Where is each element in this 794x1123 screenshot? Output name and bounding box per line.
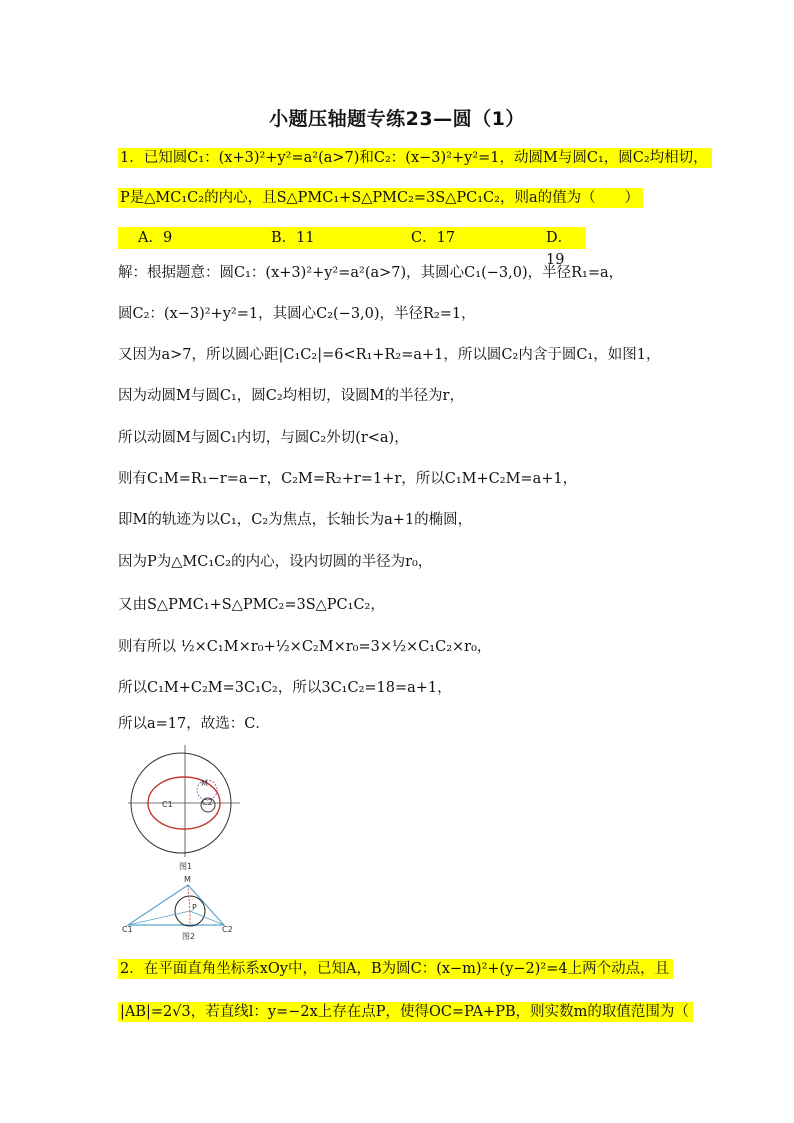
- figure-2-label-p: P: [192, 903, 197, 912]
- question-1-options: [118, 227, 586, 268]
- figure-2-label-c1: C1: [122, 925, 133, 934]
- solution-line-8: 因为P为△MC₁C₂的内心，设内切圆的半径为r₀，: [118, 554, 433, 570]
- solution-line-1: 解：根据题意：圆C₁：(x+3)²+y²=a²(a>7)，其圆心C₁(−3,0)，半径R₁=a，: [118, 265, 624, 281]
- solution-line-9: 又由S△PMC₁+S△PMC₂=3S△PC₁C₂，: [118, 597, 385, 613]
- option-a: A．9: [138, 230, 173, 246]
- question-1-text-2: P是△MC₁C₂的内心，且S△PMC₁+S△PMC₂=3S△PC₁C₂，则a的值为（ ）: [118, 188, 643, 208]
- figure-1-label-c2: C2: [202, 798, 213, 807]
- question-1-line-1: [118, 147, 712, 169]
- solution-line-10: 则有所以 ½×C₁M×r₀+½×C₂M×r₀=3×½×C₁C₂×r₀，: [118, 639, 492, 655]
- solution-line-7: 即M的轨迹为以C₁，C₂为焦点，长轴长为a+1的椭圆，: [118, 512, 473, 528]
- question-2-line-1: [118, 958, 673, 980]
- option-b: B．11: [271, 230, 315, 246]
- solution-line-2: 圆C₂：(x−3)²+y²=1，其圆心C₂(−3,0)，半径R₂=1，: [118, 306, 476, 322]
- question-2-line-2: [118, 1001, 693, 1023]
- solution-line-4: 因为动圆M与圆C₁，圆C₂均相切，设圆M的半径为r，: [118, 388, 464, 404]
- solution-line-5: 所以动圆M与圆C₁内切，与圆C₂外切(r<a)，: [118, 430, 409, 446]
- solution-line-6: 则有C₁M=R₁−r=a−r，C₂M=R₂+r=1+r，所以C₁M+C₂M=a+1，: [118, 471, 578, 487]
- question-2-text-1: 2．在平面直角坐标系xOy中，已知A，B为圆C：(x−m)²+(y−2)²=4上两个动点，且: [118, 959, 673, 979]
- figure-1: [128, 745, 240, 873]
- figure-1-label-c1: C1: [162, 800, 173, 809]
- question-1-text-1: 1．已知圆C₁：(x+3)²+y²=a²(a>7)和C₂：(x−3)²+y²=1，动圆M与圆C₁，圆C₂均相切，: [118, 148, 712, 168]
- figure-1-label-m: M: [201, 779, 208, 788]
- figure-2-segment-c2-p: [190, 911, 224, 925]
- option-c: C．17: [411, 230, 456, 246]
- question-2-text-2: |AB|=2√3，若直线l：y=−2x上存在点P，使得OC=PA+PB，则实数m的取值范围为（: [118, 1002, 693, 1022]
- figure-2-label-c2: C2: [222, 925, 233, 934]
- solution-line-3: 又因为a>7，所以圆心距|C₁C₂|=6<R₁+R₂=a+1，所以圆C₂内含于圆C₁，如图1，: [118, 347, 661, 363]
- option-d: D．19: [546, 230, 573, 268]
- figure-1-caption: 图1: [179, 862, 193, 871]
- figure-2-label-m: M: [184, 875, 191, 884]
- figure-2-segment-m-p: [188, 885, 190, 911]
- question-1-line-2: [118, 187, 643, 209]
- solution-line-12: 所以a=17，故选：C．: [118, 716, 270, 732]
- figure-2: [120, 873, 240, 943]
- figure-2-caption: 图2: [182, 932, 196, 941]
- solution-line-11: 所以C₁M+C₂M=3C₁C₂，所以3C₁C₂=18=a+1，: [118, 680, 452, 696]
- page-title: 小题压轴题专练23—圆（1）: [269, 108, 525, 130]
